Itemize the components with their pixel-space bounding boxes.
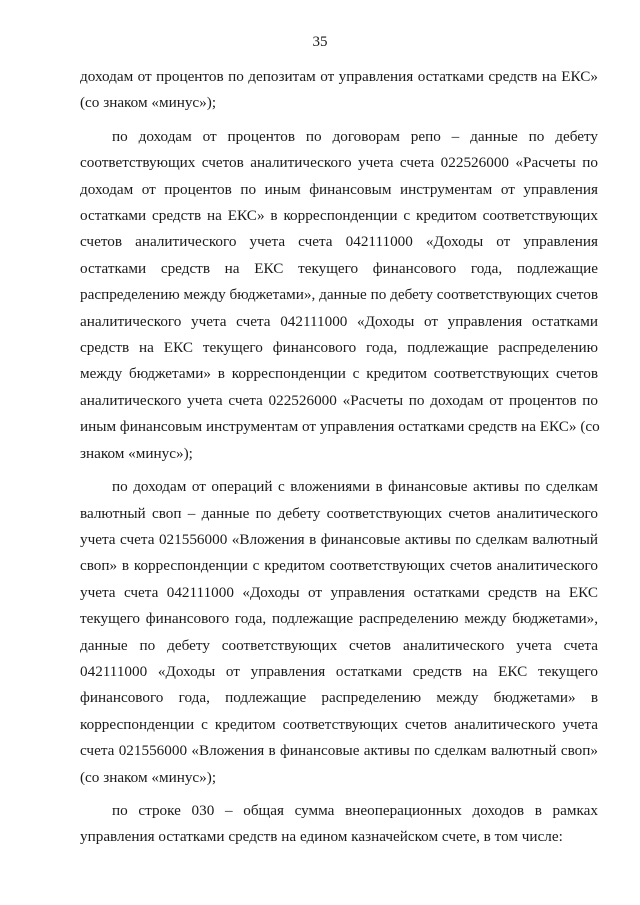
paragraph <box>80 798 598 851</box>
paragraph <box>80 64 598 117</box>
text-line: корреспонденции с кредитом соответствующих счетов аналитического учета <box>80 715 598 733</box>
text-line: аналитического учета счета 042111000 «Доходы от управления остатками <box>80 312 598 330</box>
text-line: доходам от процентов по депозитам от управления остатками средств на ЕКС» <box>80 68 598 85</box>
document-body <box>80 64 598 858</box>
text-line: счетов аналитического учета счета 042111000 «Доходы от управления <box>80 233 598 251</box>
text-line: учета счета 021556000 «Вложения в финансовые активы по сделкам валютный <box>80 530 598 548</box>
text-line: иным финансовым инструментам от управления остатками средств на ЕКС» (со <box>80 418 600 436</box>
text-line: 042111000 «Доходы от управления остатками средств на ЕКС текущего <box>80 662 598 680</box>
text-line: текущего финансового года, подлежащие распределению между бюджетами», <box>80 610 598 628</box>
text-line: (со знаком «минус»); <box>80 94 217 112</box>
text-line: счета 021556000 «Вложения в финансовые активы по сделкам валютный своп» <box>80 742 598 760</box>
text-line: данные по дебету соответствующих счетов аналитического учета счета <box>80 636 598 654</box>
text-line: распределению между бюджетами», данные по дебету соответствующих счетов <box>80 286 598 304</box>
text-line: знаком «минус»); <box>80 444 193 462</box>
text-line: остатками средств на ЕКС» в корреспонденции с кредитом соответствующих <box>80 207 598 225</box>
text-line: между бюджетами» в корреспонденции с кредитом соответствующих счетов <box>80 365 598 383</box>
page-number: 35 <box>312 34 328 50</box>
text-line: аналитического учета счета 022526000 «Расчеты по доходам от процентов по <box>80 391 598 409</box>
text-line: своп» в корреспонденции с кредитом соответствующих счетов аналитического <box>80 557 598 575</box>
text-line: по строке 030 – общая сумма внеоперационных доходов в рамках <box>112 801 598 819</box>
text-line: соответствующих счетов аналитического учета счета 022526000 «Расчеты по <box>80 154 598 172</box>
text-line: по доходам от операций с вложениями в финансовые активы по сделкам <box>112 478 598 496</box>
text-line: по доходам от процентов по договорам репо – данные по дебету <box>112 127 598 145</box>
text-line: доходам от процентов по иным финансовым инструментам от управления <box>80 180 598 198</box>
text-line: финансового года, подлежащие распределению между бюджетами» в <box>80 689 598 707</box>
text-line: (со знаком «минус»); <box>80 768 217 786</box>
text-line: управления остатками средств на едином казначейском счете, в том числе: <box>80 828 563 846</box>
text-line: учета счета 042111000 «Доходы от управления остатками средств на ЕКС <box>80 583 598 601</box>
paragraph <box>80 474 598 791</box>
text-line: валютный своп – данные по дебету соответствующих счетов аналитического <box>80 504 598 522</box>
text-line: остатками средств на ЕКС текущего финансового года, подлежащие <box>80 259 598 277</box>
paragraph <box>80 124 598 467</box>
text-line: средств на ЕКС текущего финансового года, подлежащие распределению <box>80 339 598 357</box>
